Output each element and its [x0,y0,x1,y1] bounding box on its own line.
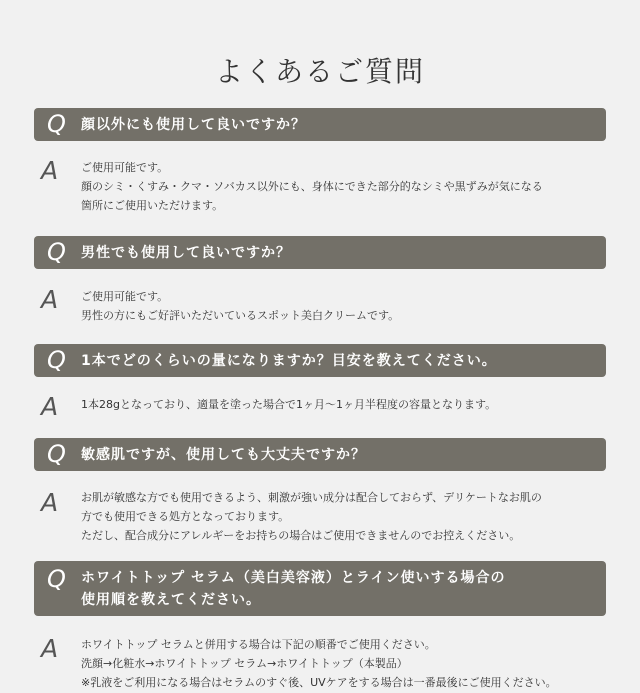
a-marker: A [41,634,59,663]
question-text: 顔以外にも使用して良いですか？ [81,117,306,133]
answer-text: 1本28gとなっており、適量を塗った場合で1ヶ月〜1ヶ月半程度の容量となります。 [81,398,497,411]
answer-text: ご使用可能です。 顔のシミ・くすみ・クマ・ソバカス以外にも、身体にできた部分的なシミや黒ずみが気になる 箇所にご使用いただけます。 [81,161,543,212]
faq-question-1[interactable] [34,108,606,141]
page-title: よくあるご質問 [214,55,425,88]
faq-question-5[interactable] [34,561,606,616]
faq-question-3[interactable] [34,344,606,377]
q-marker: Q [47,565,66,593]
question-text: 敏感肌ですが、使用しても大丈夫ですか？ [81,447,366,463]
question-text: ホワイトトップ セラム（美白美容液）とライン使いする場合の 使用順を教えてください。 [81,570,506,608]
answer-text: お肌が敏感な方でも使用できるよう、刺激が強い成分は配合しておらず、デリケートなお肌の 方でも使用できる処方となっております。 ただし、配合成分にアレルギーをお持ちの場合はご使用できませんのでお控えください。 [81,491,542,542]
answer-text: ホワイトトップ セラムと併用する場合は下記の順番でご使用ください。 洗顔→化粧水→ホワイトトップ セラム→ホワイトトップ（本製品） ※乳液をご利用になる場合はセラムのすぐ後、UVケアをする場合は一番最後にご使用ください。 [81,638,557,689]
q-marker: Q [47,346,66,374]
question-text: 1本でどのくらいの量になりますか？目安を教えてください。 [81,353,497,369]
a-marker: A [41,156,59,185]
faq-question-2[interactable] [34,236,606,269]
a-marker: A [41,285,59,314]
a-marker: A [41,488,59,517]
q-marker: Q [47,440,66,468]
a-marker: A [41,392,59,421]
question-text: 男性でも使用して良いですか？ [81,245,291,261]
q-marker: Q [47,110,66,138]
faq-question-4[interactable] [34,438,606,471]
q-marker: Q [47,238,66,266]
answer-text: ご使用可能です。 男性の方にもご好評いただいているスポット美白クリームです。 [81,290,400,322]
